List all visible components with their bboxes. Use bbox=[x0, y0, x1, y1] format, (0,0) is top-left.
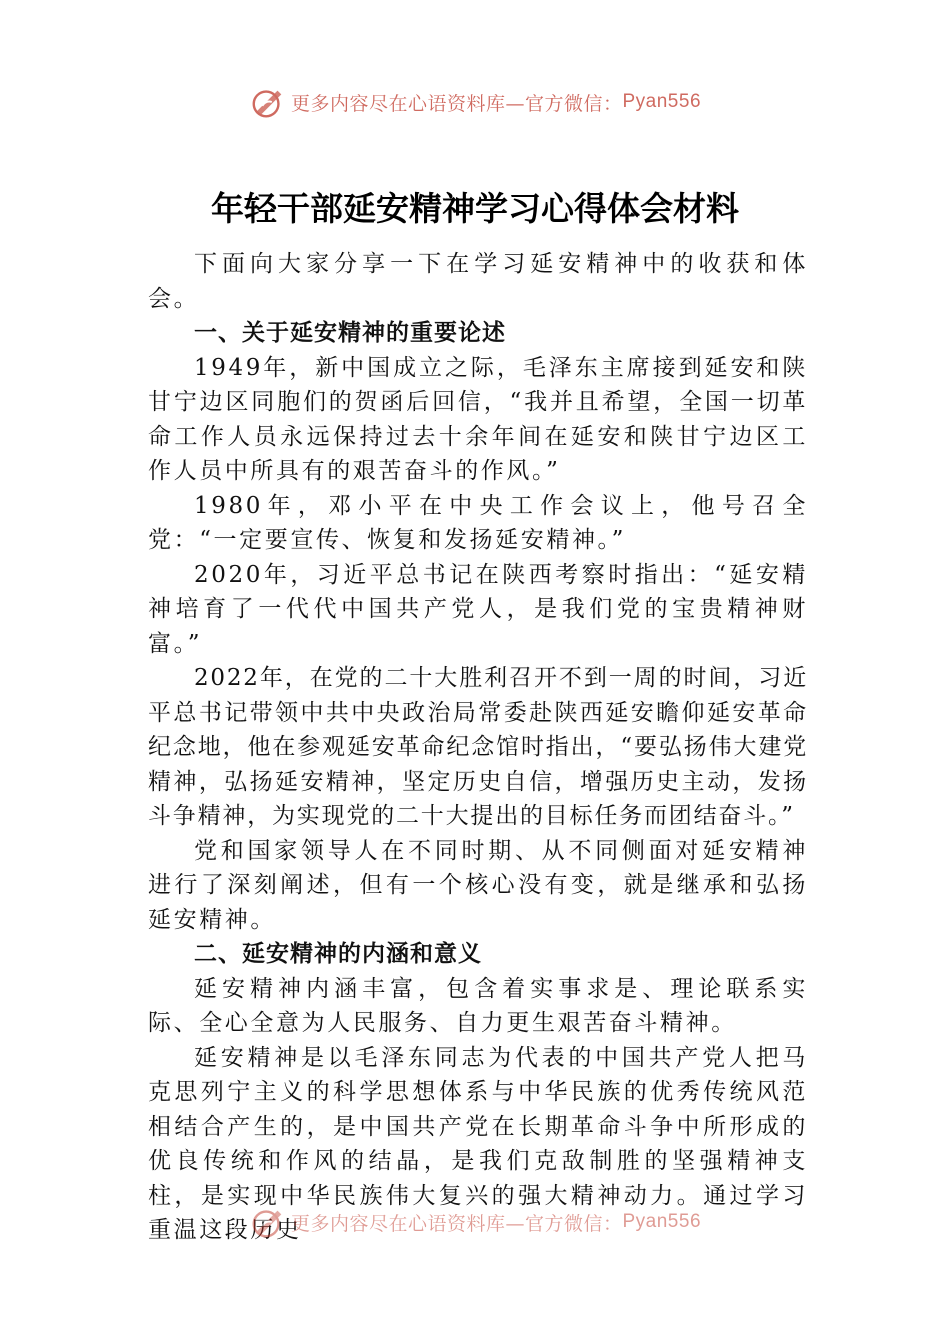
section-2-paragraph-2: 延安精神是以毛泽东同志为代表的中国共产党人把马克思列宁主义的科学思想体系与中华民族的优秀传统风范相结合产生的，是中国共产党在长期革命斗争中所形成的优良传统和作风的结晶，是我们克敌制胜的坚强精神支柱，是实现中华民族伟大复兴的强大精神动力。通过学习重温这段历史 bbox=[148, 1044, 808, 1243]
watermark-footer bbox=[0, 1200, 950, 1244]
watermark-text: 更多内容尽在心语资料库—官方微信： bbox=[290, 1212, 623, 1235]
watermark-text: 更多内容尽在心语资料库—官方微信： bbox=[290, 92, 623, 115]
watermark-wechat: Pyan556 bbox=[622, 1211, 702, 1232]
document-body bbox=[148, 247, 808, 1248]
section-1-heading: 一、关于延安精神的重要论述 bbox=[194, 320, 506, 346]
watermark-wechat: Pyan556 bbox=[622, 91, 702, 112]
section-1-paragraph-3: 2020年，习近平总书记在陕西考察时指出：“延安精神培育了一代代中国共产党人，是我们党的宝贵精神财富。” bbox=[148, 561, 808, 657]
section-1-paragraph-1: 1949年，新中国成立之际，毛泽东主席接到延安和陕甘宁边区同胞们的贺函后回信，“我并且希望，全国一切革命工作人员永远保持过去十余年间在延安和陕甘宁边区工作人员中所具有的艰苦奋斗的作风。” bbox=[148, 354, 808, 484]
section-1-paragraph-5: 党和国家领导人在不同时期、从不同侧面对延安精神进行了深刻阐述，但有一个核心没有变，就是继承和弘扬延安精神。 bbox=[148, 837, 808, 933]
section-2-paragraph-1: 延安精神内涵丰富，包含着实事求是、理论联系实际、全心全意为人民服务、自力更生艰苦奋斗精神。 bbox=[148, 975, 808, 1036]
watermark-header bbox=[0, 80, 950, 124]
intro-paragraph: 下面向大家分享一下在学习延安精神中的收获和体会。 bbox=[148, 251, 808, 312]
document-title: 年轻干部延安精神学习心得体会材料 bbox=[211, 189, 739, 228]
section-1-paragraph-4: 2022年，在党的二十大胜利召开不到一周的时间，习近平总书记带领中共中央政治局常委赴陕西延安瞻仰延安革命纪念地，他在参观延安革命纪念馆时指出，“要弘扬伟大建党精神，弘扬延安精神，坚定历史自信，增强历史主动，发扬斗争精神，为实现党的二十大提出的目标任务而团结奋斗。” bbox=[148, 665, 808, 829]
pen-seal-icon bbox=[249, 1203, 287, 1241]
section-1-paragraph-2: 1980年，邓小平在中央工作会议上，他号召全党：“一定要宣传、恢复和发扬延安精神。” bbox=[148, 492, 808, 553]
pen-seal-icon bbox=[249, 83, 287, 121]
section-2-heading: 二、延安精神的内涵和意义 bbox=[194, 941, 482, 967]
